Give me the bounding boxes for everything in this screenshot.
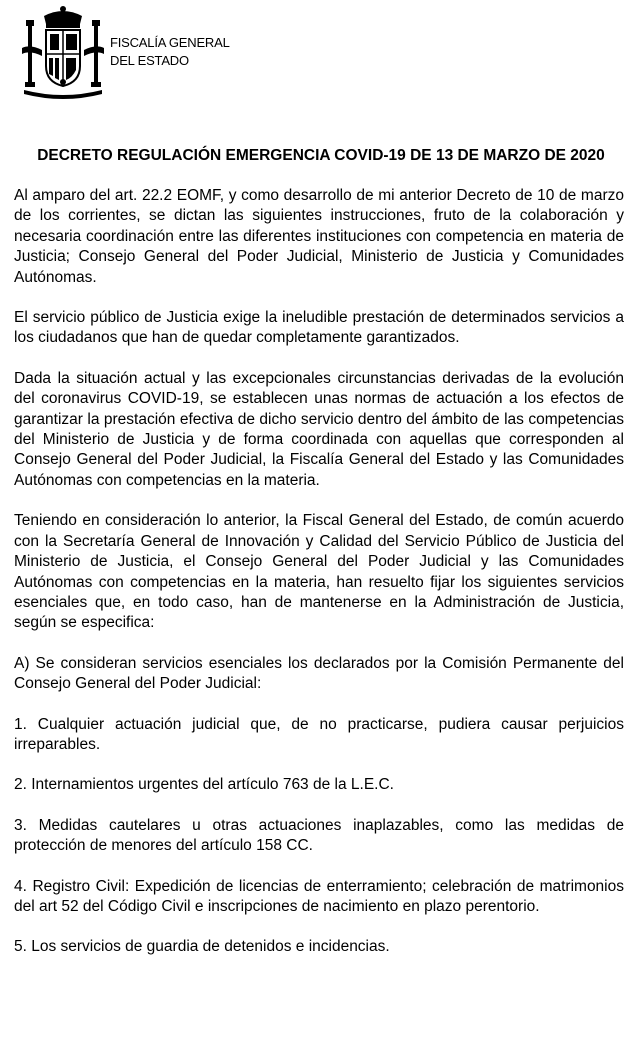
paragraph: El servicio público de Justicia exige la ineludible prestación de determinados servicios a los ciudadanos que han de quedar completamente garantizados. xyxy=(14,309,624,347)
list-item: 1. Cualquier actuación judicial que, de no practicarse, pudiera causar perjuicios irreparables. xyxy=(14,715,624,753)
paragraph: A) Se consideran servicios esenciales los declarados por la Comisión Permanente del Consejo General del Poder Judicial: xyxy=(14,654,624,693)
document-title: DECRETO REGULACIÓN EMERGENCIA COVID-19 DE 13 DE MARZO DE 2020 xyxy=(37,147,605,164)
list-item: 3. Medidas cautelares u otras actuaciones inaplazables, como las medidas de protección de menores del artículo 158 CC. xyxy=(14,816,624,855)
paragraph: Al amparo del art. 22.2 EOMF, y como desarrollo de mi anterior Decreto de 10 de marzo de los corrientes, se dictan las siguientes instrucciones, fruto de la colaboración y necesaria coordinación entre las diferentes instituciones con competencia en materia de Justicia; Consejo General del Poder Judicial, Ministerio de Justicia y Comunidades Autónomas. xyxy=(14,187,624,286)
paragraph: Dada la situación actual y las excepcionales circunstancias derivadas de la evolución del coronavirus COVID-19, se establecen unas normas de actuación a los efectos de garantizar la prestación efectiva de dicho servicio dentro del ámbito de las competencias del Ministerio de Justicia y de forma coordinada con aquellas que corresponden al Consejo General del Poder Judicial, la Fiscalía General del Estado y las Comunidades Autónomas con competencias en la materia. xyxy=(14,369,624,489)
list-item: 5. Los servicios de guardia de detenidos e incidencias. xyxy=(14,938,390,956)
org-name-line-1: FISCALÍA GENERAL xyxy=(110,35,230,50)
letterhead xyxy=(20,4,320,100)
document-body xyxy=(14,146,624,978)
list-item: 2. Internamientos urgentes del artículo 763 de la L.E.C. xyxy=(14,776,394,794)
list-item: 4. Registro Civil: Expedición de licencias de enterramiento; celebración de matrimonios del art 52 del Código Civil e inscripciones de nacimiento en plazo perentorio. xyxy=(14,877,624,915)
org-name-line-2: DEL ESTADO xyxy=(110,53,189,68)
coat-of-arms-icon xyxy=(20,4,106,100)
organization-name xyxy=(110,34,230,70)
paragraph: Teniendo en consideración lo anterior, la Fiscal General del Estado, de común acuerdo con la Secretaría General de Innovación y Calidad del Servicio Público de Justicia del Ministerio de Justicia, el Consejo General del Poder Judicial y las Comunidades Autónomas con competencias en la materia, han resuelto fijar los siguientes servicios esenciales que, en todo caso, han de mantenerse en la Administración de Justicia, según se especifica: xyxy=(14,512,624,632)
